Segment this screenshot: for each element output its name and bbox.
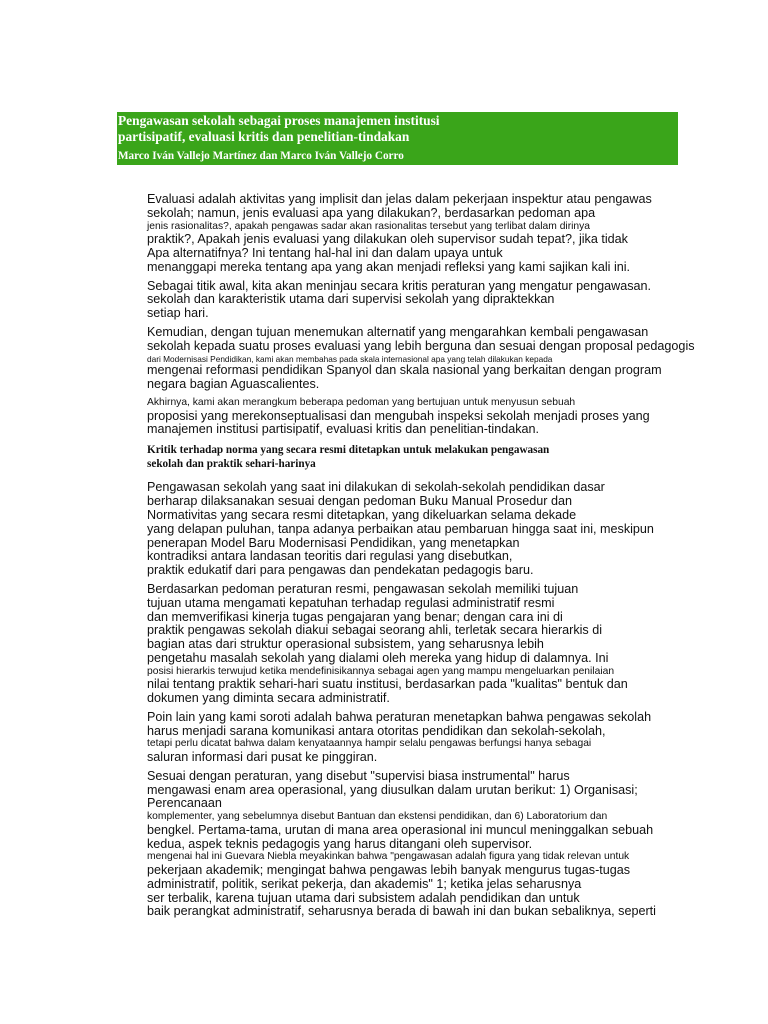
text-line: nilai tentang praktik sehari-hari suatu institusi, berdasarkan pada "kualitas" bentuk dan	[147, 677, 628, 692]
paragraph-communication	[147, 711, 692, 765]
text-line: Pengawasan sekolah yang saat ini dilakukan di sekolah-sekolah pendidikan dasar	[147, 480, 605, 495]
paragraph-operational-areas	[147, 770, 692, 919]
paragraph-intro	[147, 193, 692, 275]
text-line: kedua, aspek teknis pedagogis yang harus ditangani oleh supervisor.	[147, 836, 533, 851]
text-line: menanggapi mereka tentang apa yang akan menjadi refleksi yang kami sajikan kali ini.	[147, 259, 631, 274]
text-line: Evaluasi adalah aktivitas yang implisit dan jelas dalam pekerjaan inspektur atau pengawas	[147, 192, 652, 206]
text-line: mengenai reformasi pendidikan Spanyol dan skala nasional yang berkaitan dengan program	[147, 363, 662, 378]
text-line: jenis rasionalitas?, apakah pengawas sadar akan rasionalitas tersebut yang terlibat dalam dirinya	[147, 220, 591, 232]
text-line: praktik edukatif dari para pengawas dan pendekatan pedagogis baru.	[147, 563, 534, 578]
text-line: ser terbalik, karena tujuan utama dari subsistem adalah pendidikan dan untuk	[147, 890, 580, 905]
text-line: Poin lain yang kami soroti adalah bahwa peraturan menetapkan bahwa pengawas sekolah	[147, 709, 652, 724]
text-line: bagian atas dari struktur operasional subsistem, yang seharusnya lebih	[147, 637, 544, 652]
paragraph-starting-point	[147, 280, 692, 321]
text-line: proposisi yang merekonseptualisasi dan mengubah inspeksi sekolah menjadi proses yang	[147, 408, 650, 423]
text-line: yang delapan puluhan, tanpa adanya perbaikan atau pembaruan hingga saat ini, meskipun	[147, 521, 654, 536]
text-line: kontradiksi antara landasan teoritis dari regulasi yang disebutkan,	[147, 549, 513, 564]
document-body	[147, 192, 695, 924]
text-line: sekolah kepada suatu proses evaluasi yang lebih berguna dan sesuai dengan proposal pedagogis	[147, 338, 695, 353]
text-line: tujuan utama mengamati kepatuhan terhadap regulasi administratif resmi	[147, 595, 555, 610]
text-line: Sebagai titik awal, kita akan meninjau secara kritis peraturan yang mengatur pengawasan.	[147, 278, 652, 293]
text-line: sekolah dan karakteristik utama dari supervisi sekolah yang dipraktekkan	[147, 292, 555, 307]
text-line: Normativitas yang secara resmi ditetapkan, yang dikeluarkan selama dekade	[147, 507, 577, 522]
text-line: berharap dilaksanakan sesuai dengan pedoman Buku Manual Prosedur dan	[147, 494, 572, 509]
paragraph-then	[147, 324, 695, 392]
text-line: Berdasarkan pedoman peraturan resmi, pengawasan sekolah memiliki tujuan	[147, 581, 579, 596]
title-line-1: Pengawasan sekolah sebagai proses manajemen institusi	[118, 113, 440, 128]
text-line: mengawasi enam area operasional, yang diusulkan dalam urutan berikut: 1) Organisasi;	[147, 782, 638, 797]
text-line: negara bagian Aguascalientes.	[147, 377, 320, 392]
text-line: bengkel. Pertama-tama, urutan di mana area operasional ini muncul meninggalkan sebuah	[147, 822, 654, 837]
paragraph-regulations	[147, 583, 692, 706]
document-header	[117, 112, 678, 165]
paragraph-finally	[147, 397, 692, 437]
text-line: posisi hierarkis terwujud ketika mendefinisikannya sebagai agen yang mampu mengeluarkan penilaian	[147, 665, 615, 677]
text-line: dari Modernisasi Pendidikan, kami akan membahas pada skala internasional apa yang telah dilakukan kepada	[147, 353, 553, 364]
paragraph-current-supervision	[147, 481, 692, 578]
text-line: Sesuai dengan peraturan, yang disebut "supervisi biasa instrumental" harus	[147, 768, 570, 783]
text-line: manajemen institusi partisipatif, evaluasi kritis dan penelitian-tindakan.	[147, 422, 540, 437]
text-line: dan memverifikasi kinerja tugas pengajaran yang benar; dengan cara ini di	[147, 609, 563, 624]
text-line: komplementer, yang sebelumnya disebut Bantuan dan ekstensi pendidikan, dan 6) Laboratorium dan	[147, 811, 608, 823]
text-line: penerapan Model Baru Modernisasi Pendidikan, yang menetapkan	[147, 535, 520, 550]
section-heading-line-1: Kritik terhadap norma yang secara resmi ditetapkan untuk melakukan pengawasan	[147, 444, 550, 457]
text-line: setiap hari.	[147, 306, 209, 321]
text-line: Perencanaan	[147, 796, 222, 811]
text-line: tetapi perlu dicatat bahwa dalam kenyataannya hampir selalu pengawas berfungsi hanya sebagai	[147, 738, 592, 750]
text-line: pekerjaan akademik; mengingat bahwa pengawas lebih banyak mengurus tugas-tugas	[147, 863, 631, 878]
text-line: administratif, politik, serikat pekerja, dan akademis" 1; ketika jelas seharusnya	[147, 876, 582, 891]
title-line-2: partisipatif, evaluasi kritis dan penelitian-tindakan	[118, 129, 410, 144]
text-line: baik perangkat administratif, seharusnya berada di bawah ini dan bukan sebaliknya, seperti	[147, 904, 656, 919]
text-line: mengenai hal ini Guevara Niebla meyakinkan bahwa "pengawasan adalah figura yang tidak relevan untuk	[147, 851, 630, 863]
section-heading	[147, 444, 692, 471]
text-line: sekolah; namun, jenis evaluasi apa yang dilakukan?, berdasarkan pedoman apa	[147, 205, 596, 220]
text-line: praktik?, Apakah jenis evaluasi yang dilakukan oleh supervisor sudah tepat?, jika tidak	[147, 232, 628, 247]
text-line: praktik pengawas sekolah diakui sebagai seorang ahli, terletak secara hierarkis di	[147, 623, 603, 638]
text-line: Apa alternatifnya? Ini tentang hal-hal ini dan dalam upaya untuk	[147, 245, 503, 260]
text-line: harus menjadi sarana komunikasi antara otoritas pendidikan dan sekolah-sekolah,	[147, 723, 606, 738]
section-heading-line-2: sekolah dan praktik sehari-harinya	[147, 457, 316, 470]
text-line: dokumen yang diminta secara administratif.	[147, 691, 390, 706]
text-line: saluran informasi dari pusat ke pinggiran.	[147, 750, 378, 765]
text-line: pengetahu masalah sekolah yang dialami oleh mereka yang hidup di dalamnya. Ini	[147, 650, 609, 665]
text-line: Akhirnya, kami akan merangkum beberapa pedoman yang bertujuan untuk menyusun sebuah	[147, 396, 576, 408]
text-line: Kemudian, dengan tujuan menemukan alternatif yang mengarahkan kembali pengawasan	[147, 324, 649, 339]
authors: Marco Iván Vallejo Martínez dan Marco Iván Vallejo Corro	[118, 150, 404, 162]
